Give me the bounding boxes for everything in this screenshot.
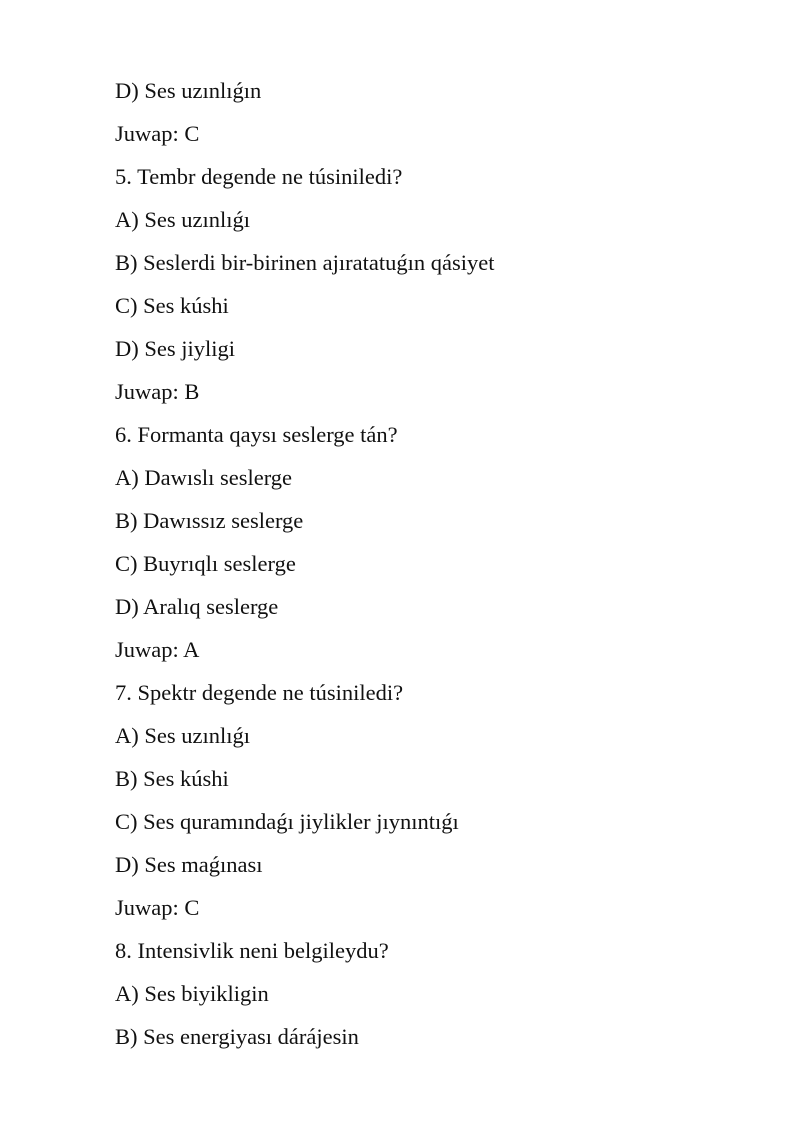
question-7: 7. Spektr degende ne túsiniledi? [115, 680, 404, 705]
answer-key: Juwap: A [115, 637, 200, 662]
answer-option-b: B) Ses energiyası dárájesin [115, 1024, 359, 1049]
answer-option-d: D) Aralıq seslerge [115, 594, 279, 619]
answer-key: Juwap: B [115, 379, 200, 404]
answer-option-c: C) Ses kúshi [115, 293, 229, 318]
answer-option-a: A) Ses uzınlıǵı [115, 207, 250, 232]
question-8: 8. Intensivlik neni belgileydu? [115, 938, 389, 963]
answer-option-b: B) Ses kúshi [115, 766, 229, 791]
answer-option-b: B) Seslerdi bir-birinen ajıratatuǵın qásiyet [115, 250, 495, 275]
answer-option-b: B) Dawıssız seslerge [115, 508, 304, 533]
answer-option-a: A) Ses uzınlıǵı [115, 723, 250, 748]
answer-option-d: D) Ses maǵınası [115, 852, 263, 877]
answer-key: Juwap: C [115, 895, 200, 920]
answer-option-a: A) Dawıslı seslerge [115, 465, 293, 490]
answer-option-a: A) Ses biyikligin [115, 981, 269, 1006]
answer-option-d: D) Ses jiyligi [115, 336, 236, 361]
question-list [115, 69, 494, 1058]
answer-option-c: C) Buyrıqlı seslerge [115, 551, 296, 576]
question-6: 6. Formanta qaysı seslerge tán? [115, 422, 398, 447]
answer-option-c: C) Ses quramındaǵı jiylikler jıynıntıǵı [115, 809, 459, 834]
answer-key: Juwap: C [115, 121, 200, 146]
question-5: 5. Tembr degende ne túsiniledi? [115, 164, 403, 189]
answer-option-d: D) Ses uzınlıǵın [115, 78, 262, 103]
